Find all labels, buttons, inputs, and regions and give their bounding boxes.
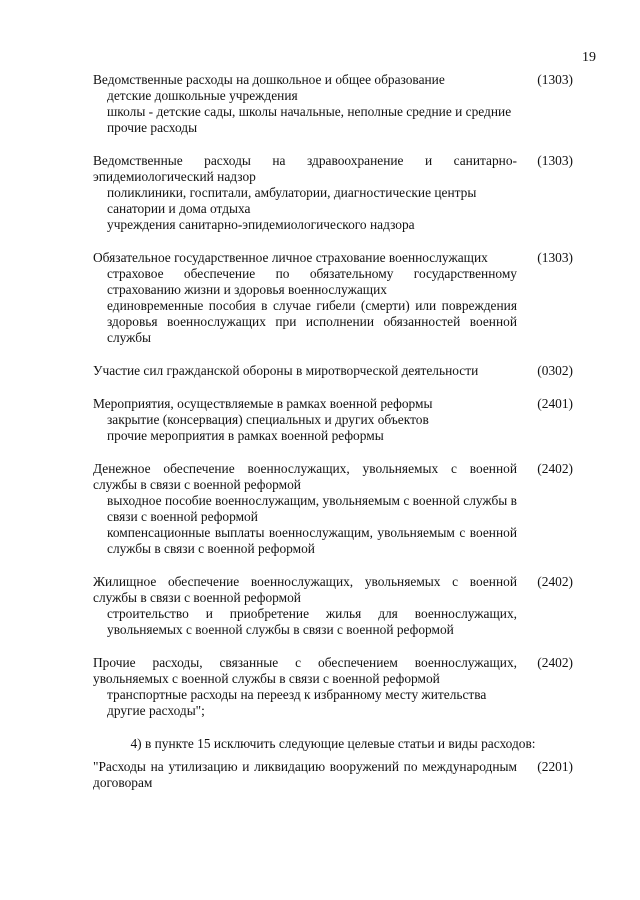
sub-item: поликлиники, госпитали, амбулатории, диагностические центры	[107, 185, 477, 200]
expense-block	[93, 396, 573, 444]
sub-item: другие расходы";	[107, 703, 205, 718]
sub-item: прочие расходы	[107, 120, 198, 135]
block-title: Обязательное государственное личное страхование военнослужащих	[93, 250, 488, 265]
sub-item: закрытие (консервация) специальных и других объектов	[107, 412, 429, 427]
sub-item: единовременные пособия в случае гибели (смерти) или повреждения здоровья военнослужащих при исполнении обязанностей военной службы	[107, 298, 517, 345]
budget-code: (1303)	[537, 72, 573, 87]
page-number: 19	[582, 50, 596, 65]
sub-item: компенсационные выплаты военнослужащим, увольняемым с военной службы в связи с военной реформой	[107, 525, 517, 556]
instruction-paragraph: 4) в пункте 15 исключить следующие целевые статьи и виды расходов:	[130, 736, 536, 751]
sub-item: строительство и приобретение жилья для военнослужащих, увольняемых с военной службы в связи с военной реформой	[107, 606, 517, 637]
document-body	[93, 72, 573, 808]
sub-item: страховое обеспечение по обязательному государственному страхованию жизни и здоровья военнослужащих	[107, 266, 517, 297]
block-title: Жилищное обеспечение военнослужащих, увольняемых с военной службы в связи с военной реформой	[93, 574, 517, 605]
budget-code: (1303)	[537, 153, 573, 168]
sub-item: учреждения санитарно-эпидемиологического надзора	[107, 217, 415, 232]
block-title: Денежное обеспечение военнослужащих, увольняемых с военной службы в связи с военной реформой	[93, 461, 517, 492]
sub-item: выходное пособие военнослужащим, увольняемым с военной службы в связи с военной реформой	[107, 493, 517, 524]
budget-code: (2402)	[537, 574, 573, 589]
block-title: Ведомственные расходы на дошкольное и общее образование	[93, 72, 445, 87]
expense-block	[93, 759, 573, 791]
expense-block	[93, 153, 573, 233]
expense-block	[93, 250, 573, 346]
budget-code: (0302)	[537, 363, 573, 378]
expense-block	[93, 363, 573, 379]
sub-item: прочие мероприятия в рамках военной реформы	[107, 428, 384, 443]
block-title: "Расходы на утилизацию и ликвидацию вооружений по международным договорам	[93, 759, 517, 790]
expense-block	[93, 72, 573, 136]
block-title: Участие сил гражданской обороны в миротворческой деятельности	[93, 363, 479, 378]
block-title: Ведомственные расходы на здравоохранение и санитарно-эпидемиологический надзор	[93, 153, 517, 184]
sub-item: школы - детские сады, школы начальные, неполные средние и средние	[107, 104, 512, 119]
budget-code: (2401)	[537, 396, 573, 411]
budget-code: (2201)	[537, 759, 573, 774]
sub-item: детские дошкольные учреждения	[107, 88, 298, 103]
expense-block	[93, 461, 573, 557]
budget-code: (2402)	[537, 461, 573, 476]
block-title: Прочие расходы, связанные с обеспечением военнослужащих, увольняемых с военной службы в связи с военной реформой	[93, 655, 517, 686]
sub-item: транспортные расходы на переезд к избранному месту жительства	[107, 687, 487, 702]
expense-block	[93, 574, 573, 638]
expense-block	[93, 655, 573, 719]
sub-item: санатории и дома отдыха	[107, 201, 251, 216]
block-title: Мероприятия, осуществляемые в рамках военной реформы	[93, 396, 433, 411]
budget-code: (2402)	[537, 655, 573, 670]
budget-code: (1303)	[537, 250, 573, 265]
